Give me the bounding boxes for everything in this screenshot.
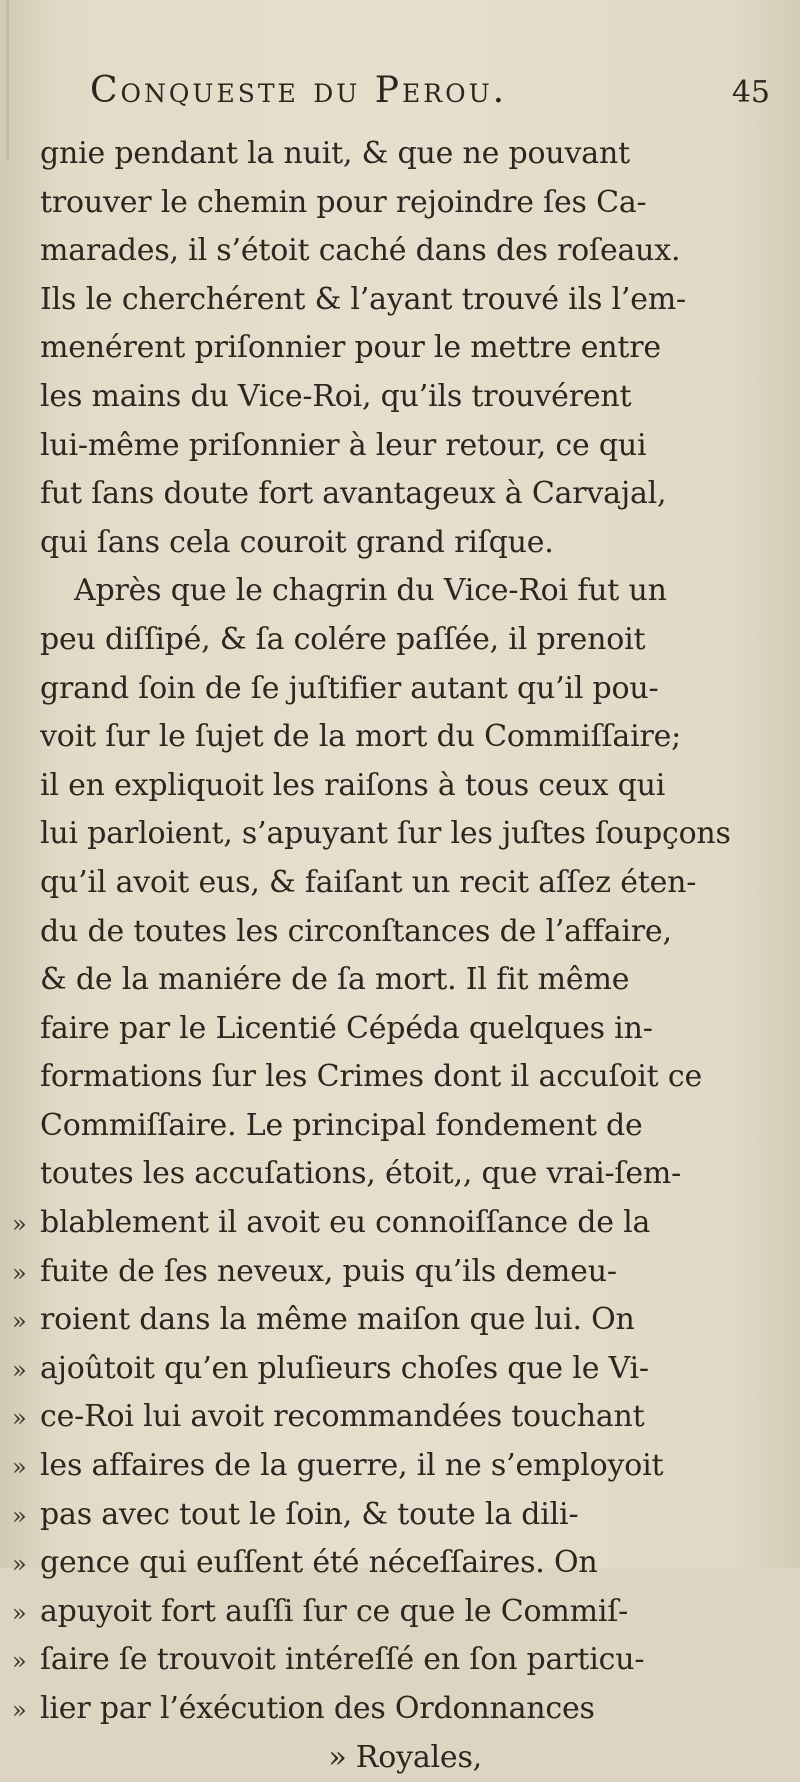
text-line <box>12 1345 782 1394</box>
text-line <box>12 1685 782 1734</box>
text-line <box>12 616 782 665</box>
text-line <box>12 567 782 616</box>
line-text: menérent priſonnier pour le mettre entre <box>40 330 661 366</box>
text-line <box>12 1005 782 1054</box>
text-line <box>12 470 782 519</box>
text-line <box>12 1539 782 1588</box>
line-text: voit ſur le ſujet de la mort du Commiſſaire; <box>40 719 682 755</box>
quote-mark: » <box>12 1355 27 1384</box>
line-text: pas avec tout le ſoin, & toute la dili- <box>40 1496 579 1532</box>
text-line <box>12 1588 782 1637</box>
text-line <box>12 519 782 568</box>
text-line <box>12 373 782 422</box>
text-line <box>12 1393 782 1442</box>
text-line <box>12 1491 782 1540</box>
quote-mark: » <box>12 1598 27 1627</box>
line-text: gnie pendant la nuit, & que ne pouvant <box>40 136 630 171</box>
line-text: ajoûtoit qu’en pluſieurs choſes que le Vi- <box>40 1350 649 1386</box>
quote-mark: » <box>12 1453 27 1482</box>
running-title: Conqueste du Perou. <box>90 70 508 111</box>
line-text: grand ſoin de ſe juſtifier autant qu’il pou- <box>40 670 659 706</box>
line-text: lier par l’éxécution des Ordonnances <box>40 1691 595 1726</box>
line-text: les mains du Vice-Roi, qu’ils trouvérent <box>40 378 632 414</box>
line-text: & de la maniére de ſa mort. Il fit même <box>40 962 630 998</box>
line-text: faire par le Licentié Cépéda quelques in- <box>40 1010 653 1046</box>
line-text: apuyoit fort auſſi ſur ce que le Commiſ- <box>40 1593 629 1629</box>
text-line <box>12 1636 782 1685</box>
line-text: il en expliquoit les raiſons à tous ceux qui <box>40 767 666 803</box>
line-text: formations ſur les Crimes dont il accuſoit ce <box>40 1059 703 1095</box>
catchword <box>12 1734 782 1782</box>
quote-mark: » <box>12 1696 27 1724</box>
text-line <box>12 422 782 471</box>
quote-mark: » <box>12 1501 27 1530</box>
text-line <box>12 227 782 276</box>
text-line <box>12 762 782 811</box>
body-text <box>12 130 782 1782</box>
text-line <box>12 908 782 957</box>
text-line <box>12 810 782 859</box>
text-line <box>12 1150 782 1199</box>
line-text: Ils le cherchérent & l’ayant trouvé ils l’em- <box>40 281 686 317</box>
text-line <box>12 859 782 908</box>
page-edge-shadow <box>6 0 9 160</box>
line-text: ce-Roi lui avoit recommandées touchant <box>40 1399 645 1435</box>
line-text: fuite de ſes neveux, puis qu’ils demeu- <box>40 1253 617 1289</box>
line-text: blablement il avoit eu connoiſſance de la <box>40 1205 651 1241</box>
text-line <box>12 1296 782 1345</box>
line-text: les affaires de la guerre, il ne s’employoit <box>40 1448 664 1484</box>
text-line <box>12 713 782 762</box>
text-line <box>12 956 782 1005</box>
line-text: roient dans la même maiſon que lui. On <box>40 1302 635 1338</box>
line-text: peu diſſipé, & ſa colére paſſée, il prenoit <box>40 621 646 657</box>
line-text: lui-même priſonnier à leur retour, ce qui <box>40 427 647 463</box>
line-text: marades, il s’étoit caché dans des roſeaux. <box>40 233 681 269</box>
text-line <box>12 1199 782 1248</box>
line-text: gence qui euſſent été néceſſaires. On <box>40 1545 598 1581</box>
text-line <box>12 1248 782 1297</box>
line-text: du de toutes les circonſtances de l’affaire, <box>40 913 672 949</box>
text-line <box>12 179 782 228</box>
page-number: 45 <box>731 75 770 110</box>
line-text: toutes les accuſations, étoit,, que vrai-ſem- <box>40 1156 682 1192</box>
quote-mark: » <box>12 1210 27 1239</box>
line-text: fut ſans doute fort avantageux à Carvajal, <box>40 476 667 512</box>
line-text: Commiſſaire. Le principal fondement de <box>40 1107 643 1143</box>
quote-mark: » <box>12 1647 27 1676</box>
line-text: lui parloient, s’apuyant ſur les juſtes ſoupçons <box>40 816 731 852</box>
text-line <box>12 1053 782 1102</box>
text-line <box>12 1102 782 1151</box>
line-text: ſaire ſe trouvoit intéreſſé en ſon particu- <box>40 1642 645 1678</box>
quote-mark: » <box>12 1307 27 1336</box>
text-line <box>12 324 782 373</box>
line-text: qui ſans cela couroit grand riſque. <box>40 524 554 560</box>
text-line <box>12 1442 782 1491</box>
page-header <box>90 70 770 126</box>
quote-mark: » <box>12 1550 27 1579</box>
quote-mark: » <box>12 1404 27 1433</box>
text-line <box>12 665 782 714</box>
text-line <box>12 276 782 325</box>
catchword-text: » Royales, <box>328 1739 482 1775</box>
line-text: qu’il avoit eus, & faiſant un recit aſſez éten- <box>40 864 697 900</box>
line-text: Après que le chagrin du Vice-Roi fut un <box>74 573 667 609</box>
text-line <box>12 130 782 179</box>
line-text: trouver le chemin pour rejoindre ſes Ca- <box>40 184 647 220</box>
quote-mark: » <box>12 1258 27 1287</box>
